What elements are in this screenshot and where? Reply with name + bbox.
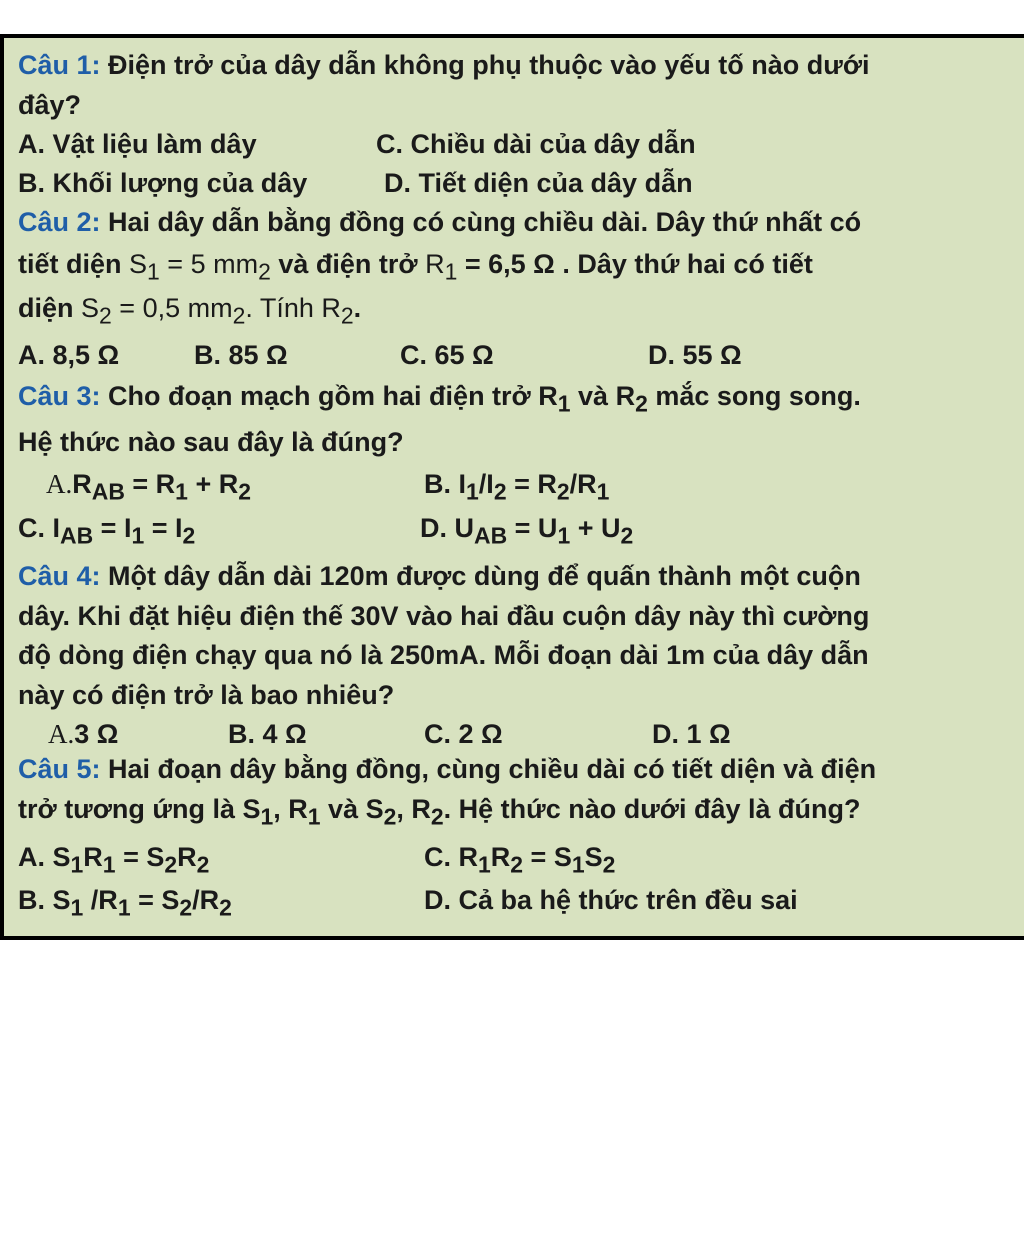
q3-number: Câu 3:	[18, 381, 101, 411]
q5-option-b[interactable]: B. $S_1$ $/R_1 = S_2/R_2$	[18, 885, 232, 921]
q1-line-1: Câu 1: Điện trở của dây dẫn không phụ thuộc vào yếu tố nào dưới	[18, 50, 870, 80]
q5-line-1: Câu 5: Hai đoạn dây bằng đồng, cùng chiều dài có tiết diện và điện	[18, 754, 877, 784]
q1-line-2: đây?	[18, 90, 82, 120]
q4-line-2: dây. Khi đặt hiệu điện thế 30V vào hai đầu cuộn dây này thì cường	[18, 601, 870, 631]
q2-line-3: diện $S_2 = 0,5$ $mm_2$. Tính $R_2$.	[18, 293, 362, 329]
top-margin	[0, 0, 1024, 34]
q2-option-c[interactable]: C. 65 Ω	[400, 340, 494, 370]
q4-line-3: độ dòng điện chạy qua nó là 250mA. Mỗi đoạn dài 1m của dây dẫn	[18, 640, 869, 670]
q3-line-2: Hệ thức nào sau đây là đúng?	[18, 427, 404, 457]
quiz-panel	[0, 34, 1024, 940]
q5-line-2: trở tương ứng là $S_1$, $R_1$ và $S_2$, $R_2$. Hệ thức nào dưới đây là đúng?	[18, 794, 861, 830]
q4-option-d[interactable]: D. 1 Ω	[652, 719, 731, 749]
q3-line-1: Câu 3: Cho đoạn mạch gồm hai điện trở $R_1$ và $R_2$ mắc song song.	[18, 381, 861, 417]
q3-option-d[interactable]: D. $U_{AB} = U_1 + U_2$	[420, 513, 634, 549]
q1-option-b[interactable]: B. Khối lượng của dây	[18, 168, 308, 198]
q1-option-c[interactable]: C. Chiều dài của dây dẫn	[376, 129, 696, 159]
q4-option-c[interactable]: C. 2 Ω	[424, 719, 503, 749]
q3-option-b[interactable]: B. $I_1/I_2 = R_2/R_1$	[424, 469, 610, 505]
q4-option-b[interactable]: B. 4 Ω	[228, 719, 307, 749]
q4-number: Câu 4:	[18, 561, 101, 591]
q3-option-a[interactable]: $A.R_{AB} = R_1 + R_2$	[46, 469, 251, 505]
q4-line-1: Câu 4: Một dây dẫn dài 120m được dùng để quấn thành một cuộn	[18, 561, 861, 591]
q2-line-1: Câu 2: Hai dây dẫn bằng đồng có cùng chiều dài. Dây thứ nhất có	[18, 207, 862, 237]
q1-number: Câu 1:	[18, 50, 101, 80]
q5-option-c[interactable]: C. $R_1R_2 = S_1S_2$	[424, 842, 616, 878]
q5-number: Câu 5:	[18, 754, 101, 784]
q1-option-a[interactable]: A. Vật liệu làm dây	[18, 129, 257, 159]
q5-option-d[interactable]: D. Cả ba hệ thức trên đều sai	[424, 885, 798, 915]
q1-option-d[interactable]: D. Tiết diện của dây dẫn	[384, 168, 693, 198]
q2-option-d[interactable]: D. 55 Ω	[648, 340, 742, 370]
q4-line-4: này có điện trở là bao nhiêu?	[18, 680, 395, 710]
q5-option-a[interactable]: A. $S_1R_1 = S_2R_2$	[18, 842, 210, 878]
q3-option-c[interactable]: C. $I_{AB} = I_1 = I_2$	[18, 513, 196, 549]
q4-option-a[interactable]: A.3 Ω	[48, 719, 119, 749]
q2-option-b[interactable]: B. 85 Ω	[194, 340, 288, 370]
q2-line-2: tiết diện $S_1 = 5$ $mm_2$ và điện trở $R_1 = 6,5$ Ω . Dây thứ hai có tiết	[18, 249, 813, 285]
q2-number: Câu 2:	[18, 207, 101, 237]
q2-option-a[interactable]: A. 8,5 Ω	[18, 340, 120, 370]
